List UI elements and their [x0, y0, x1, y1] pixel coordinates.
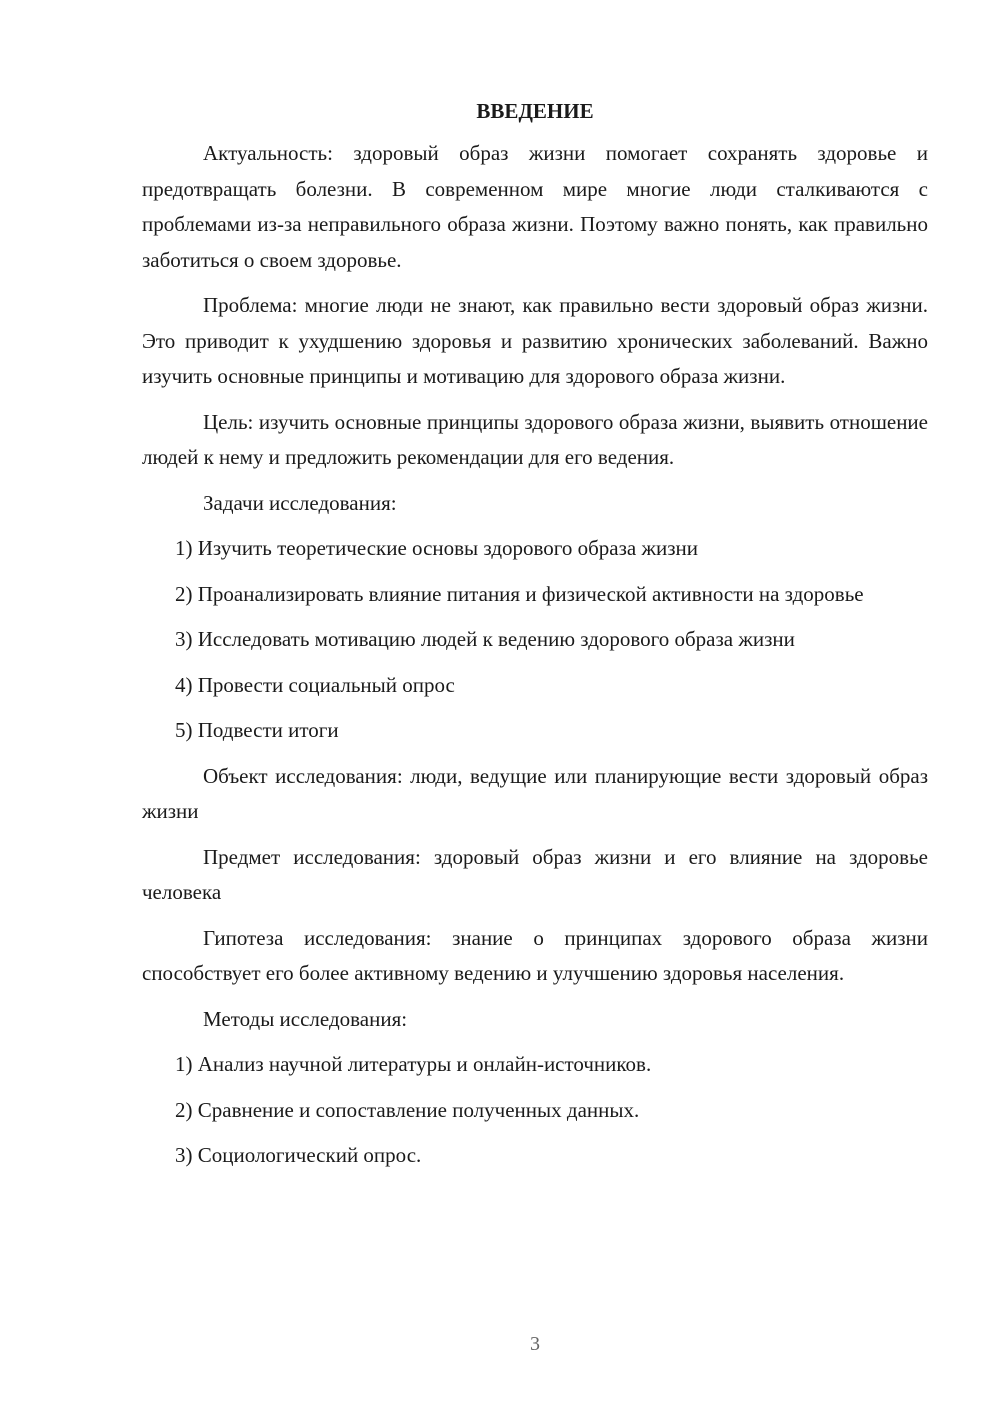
task-item: 1) Изучить теоретические основы здорового образа жизни	[175, 536, 699, 560]
page-title: ВВЕДЕНИЕ	[476, 99, 594, 123]
task-item: 3) Исследовать мотивацию людей к ведению здорового образа жизни	[175, 627, 795, 651]
method-item: 1) Анализ научной литературы и онлайн-источников.	[175, 1052, 652, 1076]
task-item: 4) Провести социальный опрос	[175, 672, 455, 697]
hypothesis-paragraph: Гипотеза исследования: знание о принципах здорового образа жизни способствует его более активному ведению и улучшению здоровья населения.	[142, 925, 928, 985]
document-page	[142, 96, 928, 1184]
tasks-heading: Задачи исследования:	[203, 490, 397, 515]
method-item: 3) Социологический опрос.	[175, 1143, 422, 1167]
problem-paragraph: Проблема: многие люди не знают, как правильно вести здоровый образ жизни. Это приводит к ухудшению здоровья и развитию хронических заболеваний. Важно изучить основные принципы и мотивацию для здорового образа жизни.	[142, 293, 928, 388]
task-item: 5) Подвести итоги	[175, 718, 339, 742]
page-number: 3	[530, 1333, 540, 1355]
subject-paragraph: Предмет исследования: здоровый образ жизни и его влияние на здоровье человека	[142, 844, 928, 904]
methods-heading: Методы исследования:	[203, 1006, 408, 1031]
method-item: 2) Сравнение и сопоставление полученных данных.	[175, 1097, 640, 1122]
goal-paragraph: Цель: изучить основные принципы здорового образа жизни, выявить отношение людей к нему и предложить рекомендации для его ведения.	[142, 409, 928, 469]
task-item: 2) Проанализировать влияние питания и физической активности на здоровье	[175, 581, 864, 606]
relevance-paragraph: Актуальность: здоровый образ жизни помогает сохранять здоровье и предотвращать болезни. В современном мире многие люди сталкиваются с проблемами из-за неправильного образа жизни. Поэтому важно понять, как правильно заботиться о своем здоровье.	[142, 141, 928, 272]
object-paragraph: Объект исследования: люди, ведущие или планирующие вести здоровый образ жизни	[142, 763, 928, 823]
